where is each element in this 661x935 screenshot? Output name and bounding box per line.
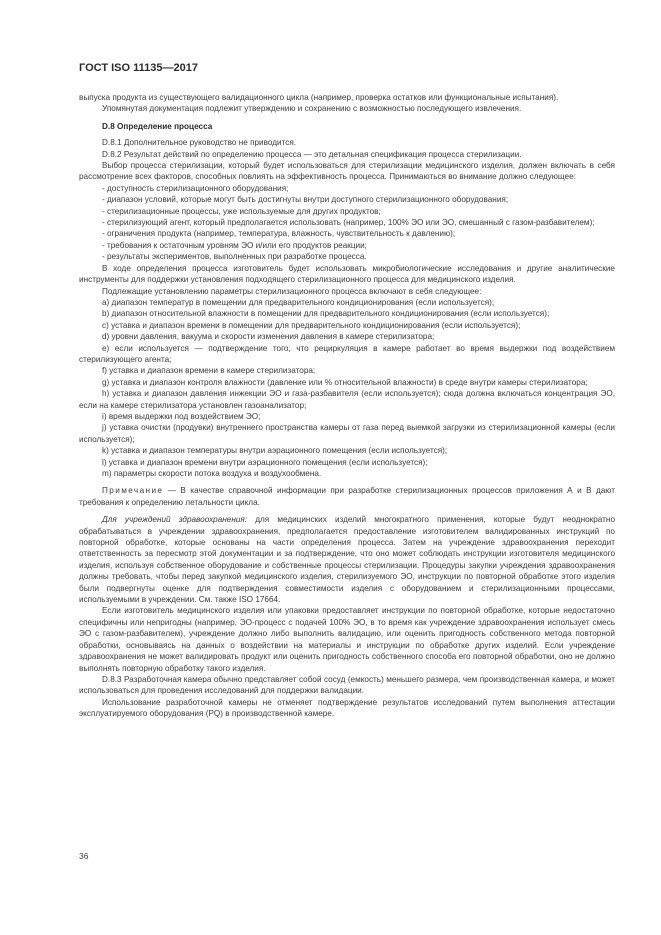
section-title: D.8 Определение процесса	[102, 121, 213, 131]
paragraph: Использование разработочной камеры не отменяет подтверждение результатов исследований путем выполнения аттестации эксплуатируемого оборудования (PQ) в производственной камере.	[79, 697, 615, 719]
list-item: - доступность стерилизационного оборудования;	[102, 183, 289, 193]
paragraph: Если изготовитель медицинского изделия или упаковки предоставляет инструкции по повторной обработке, которые недостаточно специфичны или непригодны (например, ЭО-процесс с подачей 100% ЭО, в то время как учреждение здравоохранения использует смесь ЭО с газом-разбавителем), учреждение должно либо выполнить валидацию, или оценить пригодность собственного метода повторной обработки, основываясь на данных о воздействии на материалы и инструкции по обработке других изделий. Если учреждение здравоохранения не может валидировать продукт или оценить пригодность собственного способа его повторной обработки, оно не должно выполнять повторную обработку такого изделия.	[79, 606, 615, 673]
list-item: b) диапазон относительной влажности в помещении для предварительного кондиционирования (если используется);	[102, 309, 550, 319]
list-item: - стерилизующий агент, который предполагается использовать (например, 100% ЭО или ЭО, смешанный с газом-разбавителем);	[102, 218, 595, 228]
list-item: c) уставка и диапазон времени в помещении для предварительного кондиционирования (если используется);	[102, 320, 521, 330]
paragraph: Выбор процесса стерилизации, который будет использоваться для стерилизации медицинского изделия, должен включать в себя рассмотрение всех факторов, способных повлиять на эффективность процесса. Принимаються во внимание должно следующее:	[79, 161, 615, 182]
list-item: i) время выдержки под воздействием ЭО;	[102, 411, 261, 421]
list-item: - стерилизационные процессы, уже используемые для других продуктов;	[102, 206, 381, 216]
list-item: d) уровни давления, вакуума и скорости изменения давления в камере стерилизатора;	[102, 332, 435, 342]
paragraph: D.8.2 Результат действий по определению процесса — это детальная спецификация процесса стерилизации.	[102, 149, 522, 159]
list-item: а) диапазон температур в помещении для предварительного кондиционирования (если используется);	[102, 297, 495, 307]
note-text: — В качестве справочной информации при разработке стерилизационных процессов приложения А и В дают требования к определению летальности цикла.	[79, 486, 615, 507]
list-item: l) уставка и диапазон времени внутри аэрационного помещения (если используется);	[102, 457, 428, 467]
healthcare-text: для медицинских изделий многократного применения, которые будут неоднократно обрабатываться в учреждении здравоохранения, предполагается предоставление изготовителем валидированных инструкций по повторной обработке, которые основаны на части определения процесса. Затем на учреждение здравоохранения переходит ответственность за пересмотр этой документации и за подтверждение, что оно может соблюдать инструкции изготовителя медицинского изделия, используя собственное оборудование и собственные процессы стерилизации. Процедуры закупки учреждения здравоохранения должны требовать, чтобы перед закупкой медицинского изделия, стерилизуемого ЭО, инструкции по повторной обработке этого изделия были подвергнуты оценке для подтверждения совместимости изделия с оборудованием и стерилизационными процессами, используемыми в учреждении. См. также ISO 17664.	[79, 515, 615, 605]
paragraph: Подлежащие установлению параметры стерилизационного процесса включают в себя следующее:	[102, 286, 482, 296]
list-item: h) уставка и диапазон давления инжекции ЭО и газа-разбавителя (если используется); сюда должна включаться концентрация ЭО, если на камере стерилизатора установлен газоанализатор;	[79, 389, 615, 410]
list-item: g) уставка и диапазон контроля влажности (давление или % относительной влажности) в среде внутри камеры стерилизатора;	[102, 377, 588, 387]
list-item: e) если используется — подтверждение того, что рециркуляция в камере работает во время выдержки под воздействием стерилизующего агента;	[79, 343, 615, 364]
paragraph: В ходе определения процесса изготовитель будет использовать микробиологические исследования и другие аналитические инструменты для поддержки установления подходящего стерилизационного процесса для медицинского изделия.	[79, 263, 615, 285]
note-label: Примечание	[102, 486, 164, 496]
list-item: - диапазон условий, которые могут быть достигнуты внутри доступного стерилизационного оборудования;	[102, 195, 509, 205]
note	[79, 485, 615, 508]
paragraph: D.8.3 Разработочная камера обычно представляет собой сосуд (емкость) меньшего размера, чем производственная камера, и может использоваться для проведения исследований для поддержки валидации.	[79, 674, 615, 696]
list-item: - результаты экспериментов, выполненных при разработке процесса.	[102, 252, 367, 262]
paragraph: D.8.1 Дополнительное руководство не приводится.	[102, 138, 297, 148]
paragraph: выпуска продукта из существующего валидационного цикла (например, проверка остатков или функциональные испытания).	[79, 93, 559, 102]
list-item: k) уставка и диапазон температуры внутри аэрационного помещения (если используется);	[102, 446, 448, 456]
list-item: f) уставка и диапазон времени в камере стерилизатора;	[102, 366, 316, 376]
list-item: m) параметры скорости потока воздуха и воздухообмена.	[102, 469, 322, 478]
healthcare-label: Для учреждений здравоохранения:	[102, 515, 248, 525]
healthcare-paragraph	[79, 514, 615, 605]
paragraph: Упомянутая документация подлежит утверждению и сохранению с возможностью последующего извлечения.	[102, 104, 522, 114]
list-item: j) уставка очистки (продувки) внутреннего пространства камеры от газа перед выемкой загрузки из стерилизационной камеры (если используется);	[79, 423, 615, 444]
document-header: ГОСТ ISO 11135—2017	[79, 62, 198, 74]
page-body	[79, 92, 615, 720]
list-item: - требования к остаточным уровням ЭО и/или его продуктов реакции;	[102, 240, 367, 250]
list-item: - ограничения продукта (например, температура, влажность, чувствительность к давлению);	[102, 229, 456, 239]
page-number: 36	[79, 851, 89, 861]
